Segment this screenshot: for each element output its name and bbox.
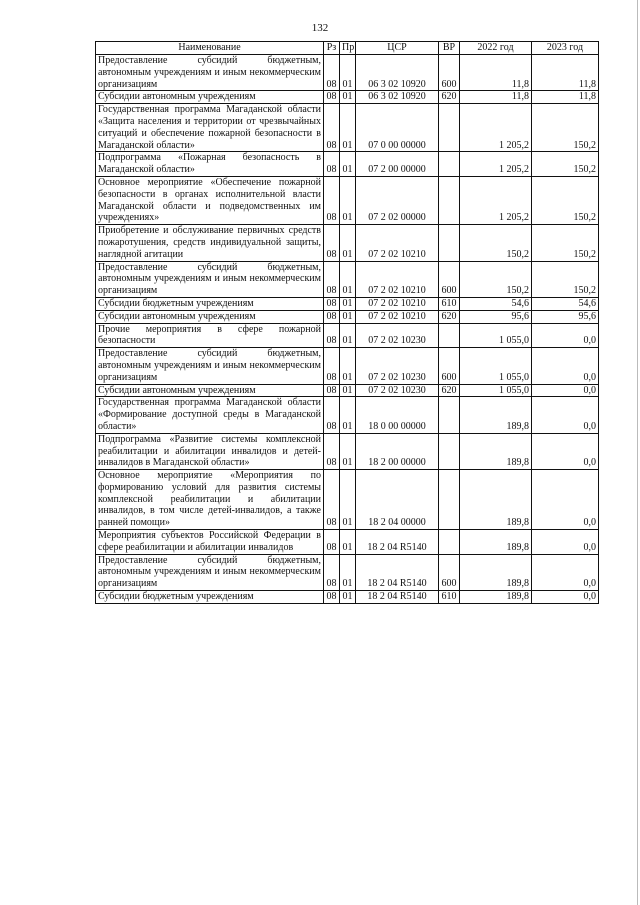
cell-y2023: 95,6	[532, 310, 599, 323]
cell-csr: 06 3 02 10920	[356, 55, 439, 91]
cell-rz: 08	[324, 470, 340, 530]
cell-name: Приобретение и обслуживание первичных средств пожаротушения, средств индивидуальной защиты, наглядной агитации	[96, 225, 324, 261]
cell-csr: 07 2 02 10230	[356, 384, 439, 397]
table-row	[96, 591, 599, 604]
cell-pr: 01	[340, 310, 356, 323]
cell-rz: 08	[324, 384, 340, 397]
cell-y2023: 150,2	[532, 104, 599, 152]
table-row	[96, 530, 599, 555]
column-header-2023: 2023 год	[532, 42, 599, 55]
cell-pr: 01	[340, 433, 356, 469]
table-row	[96, 297, 599, 310]
cell-vr: 600	[439, 55, 460, 91]
budget-table	[95, 41, 599, 604]
table-row	[96, 397, 599, 433]
cell-pr: 01	[340, 225, 356, 261]
cell-csr: 07 0 00 00000	[356, 104, 439, 152]
cell-y2022: 54,6	[460, 297, 532, 310]
table-row	[96, 55, 599, 91]
cell-y2022: 189,8	[460, 470, 532, 530]
cell-y2023: 150,2	[532, 261, 599, 297]
cell-name: Основное мероприятие «Обеспечение пожарной безопасности в органах исполнительной власти Магаданской области и подведомственных им учреждениях»	[96, 176, 324, 224]
cell-csr: 06 3 02 10920	[356, 91, 439, 104]
cell-name: Прочие мероприятия в сфере пожарной безопасности	[96, 323, 324, 348]
cell-y2023: 0,0	[532, 554, 599, 590]
cell-vr	[439, 225, 460, 261]
cell-pr: 01	[340, 530, 356, 555]
cell-name: Мероприятия субъектов Российской Федерации в сфере реабилитации и абилитации инвалидов	[96, 530, 324, 555]
cell-pr: 01	[340, 397, 356, 433]
cell-y2022: 150,2	[460, 225, 532, 261]
cell-y2023: 0,0	[532, 323, 599, 348]
cell-vr: 620	[439, 310, 460, 323]
cell-pr: 01	[340, 384, 356, 397]
cell-vr: 620	[439, 91, 460, 104]
cell-y2023: 0,0	[532, 591, 599, 604]
cell-y2023: 150,2	[532, 225, 599, 261]
cell-pr: 01	[340, 470, 356, 530]
cell-vr: 620	[439, 384, 460, 397]
cell-vr: 600	[439, 261, 460, 297]
table-row	[96, 384, 599, 397]
cell-csr: 18 2 04 R5140	[356, 591, 439, 604]
cell-name: Субсидии автономным учреждениям	[96, 384, 324, 397]
cell-csr: 18 2 04 R5140	[356, 530, 439, 555]
cell-y2022: 189,8	[460, 397, 532, 433]
cell-pr: 01	[340, 323, 356, 348]
cell-csr: 07 2 02 10210	[356, 225, 439, 261]
column-header-2022: 2022 год	[460, 42, 532, 55]
cell-y2022: 1 205,2	[460, 152, 532, 177]
cell-pr: 01	[340, 55, 356, 91]
cell-pr: 01	[340, 297, 356, 310]
cell-y2022: 1 205,2	[460, 104, 532, 152]
cell-csr: 18 2 04 R5140	[356, 554, 439, 590]
cell-pr: 01	[340, 104, 356, 152]
cell-y2023: 0,0	[532, 470, 599, 530]
table-header-row	[96, 42, 599, 55]
cell-vr: 600	[439, 348, 460, 384]
cell-y2023: 0,0	[532, 384, 599, 397]
cell-rz: 08	[324, 104, 340, 152]
cell-vr	[439, 176, 460, 224]
cell-y2022: 150,2	[460, 261, 532, 297]
cell-vr	[439, 323, 460, 348]
cell-vr	[439, 152, 460, 177]
cell-y2022: 1 055,0	[460, 384, 532, 397]
column-header-rz: Рз	[324, 42, 340, 55]
cell-vr	[439, 104, 460, 152]
cell-rz: 08	[324, 348, 340, 384]
cell-name: Предоставление субсидий бюджетным, автономным учреждениям и иным некоммерческим организациям	[96, 55, 324, 91]
cell-csr: 18 2 00 00000	[356, 433, 439, 469]
cell-csr: 07 2 02 10230	[356, 323, 439, 348]
cell-csr: 07 2 02 10230	[356, 348, 439, 384]
cell-name: Предоставление субсидий бюджетным, автономным учреждениям и иным некоммерческим организациям	[96, 261, 324, 297]
cell-name: Предоставление субсидий бюджетным, автономным учреждениям и иным некоммерческим организациям	[96, 348, 324, 384]
cell-name: Основное мероприятие «Мероприятия по формированию условий для развития системы комплексной реабилитации и абилитации инвалидов, в том числе детей-инвалидов, а также ранней помощи»	[96, 470, 324, 530]
cell-csr: 07 2 02 10210	[356, 310, 439, 323]
table-row	[96, 348, 599, 384]
column-header-pr: Пр	[340, 42, 356, 55]
column-header-name: Наименование	[96, 42, 324, 55]
cell-y2023: 150,2	[532, 176, 599, 224]
cell-csr: 07 2 02 10210	[356, 261, 439, 297]
cell-rz: 08	[324, 310, 340, 323]
cell-y2023: 11,8	[532, 55, 599, 91]
table-row	[96, 152, 599, 177]
table-row	[96, 261, 599, 297]
column-header-csr: ЦСР	[356, 42, 439, 55]
table-row	[96, 225, 599, 261]
cell-csr: 07 2 00 00000	[356, 152, 439, 177]
cell-y2023: 0,0	[532, 433, 599, 469]
cell-y2022: 189,8	[460, 433, 532, 469]
cell-y2023: 0,0	[532, 530, 599, 555]
cell-name: Субсидии автономным учреждениям	[96, 91, 324, 104]
cell-rz: 08	[324, 152, 340, 177]
cell-pr: 01	[340, 348, 356, 384]
cell-name: Подпрограмма «Пожарная безопасность в Магаданской области»	[96, 152, 324, 177]
cell-name: Государственная программа Магаданской области «Формирование доступной среды в Магаданской области»	[96, 397, 324, 433]
cell-y2022: 95,6	[460, 310, 532, 323]
cell-vr: 610	[439, 297, 460, 310]
table-row	[96, 310, 599, 323]
cell-name: Субсидии бюджетным учреждениям	[96, 297, 324, 310]
cell-rz: 08	[324, 433, 340, 469]
cell-rz: 08	[324, 554, 340, 590]
cell-vr	[439, 433, 460, 469]
cell-rz: 08	[324, 176, 340, 224]
cell-pr: 01	[340, 591, 356, 604]
table-body	[96, 55, 599, 604]
cell-pr: 01	[340, 152, 356, 177]
cell-pr: 01	[340, 261, 356, 297]
cell-y2023: 11,8	[532, 91, 599, 104]
cell-rz: 08	[324, 397, 340, 433]
cell-csr: 18 0 00 00000	[356, 397, 439, 433]
cell-name: Государственная программа Магаданской области «Защита населения и территории от чрезвычайных ситуаций и обеспечение пожарной безопасности в Магаданской области»	[96, 104, 324, 152]
cell-vr: 600	[439, 554, 460, 590]
cell-vr	[439, 470, 460, 530]
table-row	[96, 104, 599, 152]
table-row	[96, 323, 599, 348]
cell-vr	[439, 397, 460, 433]
table-row	[96, 470, 599, 530]
cell-vr	[439, 530, 460, 555]
table-row	[96, 554, 599, 590]
cell-vr: 610	[439, 591, 460, 604]
cell-rz: 08	[324, 261, 340, 297]
cell-name: Субсидии бюджетным учреждениям	[96, 591, 324, 604]
cell-pr: 01	[340, 176, 356, 224]
cell-csr: 18 2 04 00000	[356, 470, 439, 530]
cell-y2022: 1 055,0	[460, 323, 532, 348]
cell-rz: 08	[324, 297, 340, 310]
cell-y2023: 54,6	[532, 297, 599, 310]
cell-y2022: 189,8	[460, 554, 532, 590]
cell-y2023: 0,0	[532, 348, 599, 384]
cell-rz: 08	[324, 91, 340, 104]
cell-name: Подпрограмма «Развитие системы комплексной реабилитации и абилитации инвалидов и детей-инвалидов в Магаданской области»	[96, 433, 324, 469]
cell-csr: 07 2 02 00000	[356, 176, 439, 224]
table-row	[96, 91, 599, 104]
cell-y2022: 11,8	[460, 55, 532, 91]
cell-rz: 08	[324, 55, 340, 91]
cell-pr: 01	[340, 554, 356, 590]
column-header-vr: ВР	[439, 42, 460, 55]
table-row	[96, 433, 599, 469]
cell-y2022: 11,8	[460, 91, 532, 104]
page-number: 132	[311, 22, 329, 34]
cell-y2023: 150,2	[532, 152, 599, 177]
cell-rz: 08	[324, 225, 340, 261]
cell-name: Субсидии автономным учреждениям	[96, 310, 324, 323]
cell-csr: 07 2 02 10210	[356, 297, 439, 310]
cell-y2022: 1 055,0	[460, 348, 532, 384]
cell-rz: 08	[324, 530, 340, 555]
cell-name: Предоставление субсидий бюджетным, автономным учреждениям и иным некоммерческим организациям	[96, 554, 324, 590]
cell-y2022: 1 205,2	[460, 176, 532, 224]
cell-rz: 08	[324, 323, 340, 348]
cell-y2023: 0,0	[532, 397, 599, 433]
cell-rz: 08	[324, 591, 340, 604]
cell-y2022: 189,8	[460, 591, 532, 604]
table-row	[96, 176, 599, 224]
cell-y2022: 189,8	[460, 530, 532, 555]
scan-edge-line	[637, 0, 638, 905]
cell-pr: 01	[340, 91, 356, 104]
